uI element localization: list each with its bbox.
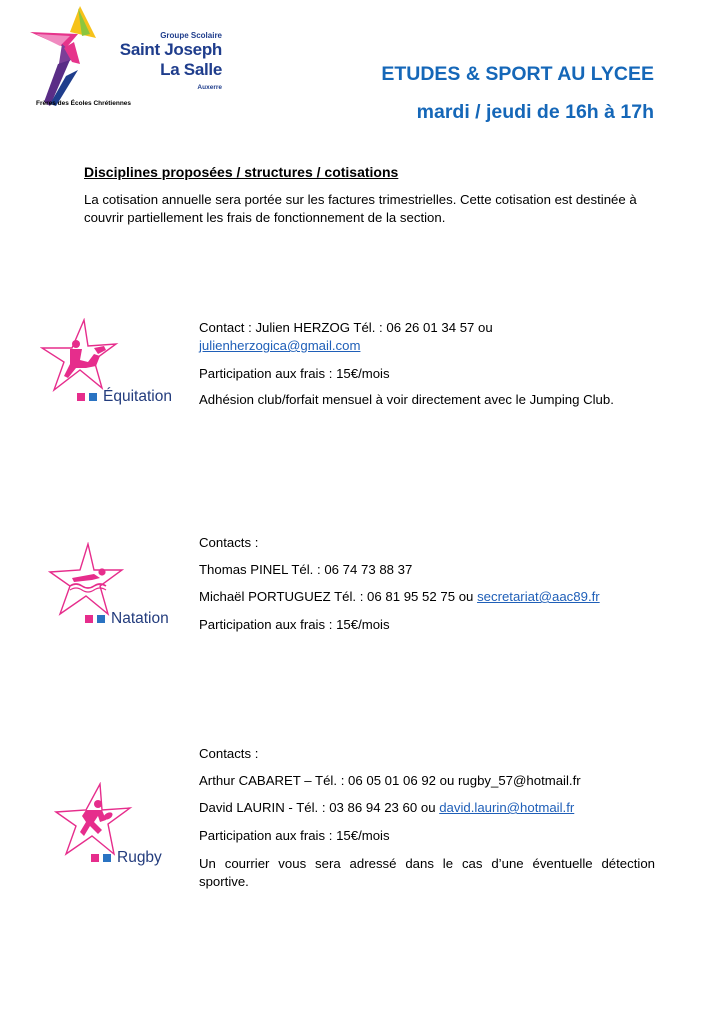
equitation-note: Adhésion club/forfait mensuel à voir directement avec le Jumping Club. (199, 392, 614, 407)
natation-name: Natation (111, 610, 169, 627)
blue-square-icon (103, 854, 111, 862)
logo-city: Auxerre (197, 84, 222, 91)
pink-square-icon (85, 615, 93, 623)
rugby-contact-2-text: David LAURIN - Tél. : 03 86 94 23 60 ou (199, 800, 436, 815)
rugby-contact-1: Arthur CABARET – Tél. : 06 05 01 06 92 ou rugby_57@hotmail.fr (199, 773, 581, 788)
pink-square-icon (77, 393, 85, 401)
equitation-name: Équitation (103, 388, 172, 405)
natation-contact-2-text: Michaël PORTUGUEZ Tél. : 06 81 95 52 75 ou (199, 589, 474, 604)
page-subtitle: mardi / jeudi de 16h à 17h (416, 101, 654, 123)
rugby-logo (54, 782, 204, 882)
natation-participation: Participation aux frais : 15€/mois (199, 617, 390, 632)
rugby-label (91, 849, 162, 867)
natation-logo (48, 542, 198, 642)
swimmer-icon (70, 568, 106, 592)
equitation-participation: Participation aux frais : 15€/mois (199, 366, 390, 381)
rugby-email-link[interactable]: david.laurin@hotmail.fr (439, 800, 575, 815)
equitation-email-link[interactable]: julienherzogica@gmail.com (199, 338, 361, 353)
logo-motto: Frères des Écoles Chrétiennes (36, 100, 132, 107)
star-outline-icon (40, 318, 120, 398)
natation-contact-1: Thomas PINEL Tél. : 06 74 73 88 37 (199, 562, 413, 577)
intro-paragraph: La cotisation annuelle sera portée sur les factures trimestrielles. Cette cotisation est destinée à couvrir partiellement les frais de fonctionnement de la section. (84, 192, 637, 225)
equitation-label (77, 388, 172, 406)
disciplines-heading: Disciplines proposées / structures / cotisations (84, 164, 399, 180)
page-title: ETUDES & SPORT AU LYCEE (381, 63, 654, 85)
rugby-contact-2 (199, 800, 574, 816)
rugby-name: Rugby (117, 849, 162, 866)
natation-contact-2 (199, 589, 600, 605)
equitation-email-row (199, 338, 360, 354)
equitation-logo (40, 318, 190, 418)
blue-square-icon (97, 615, 105, 623)
natation-contacts-heading: Contacts : (199, 535, 259, 550)
blue-square-icon (89, 393, 97, 401)
natation-email-link[interactable]: secretariat@aac89.fr (477, 589, 600, 604)
equitation-contact: Contact : Julien HERZOG Tél. : 06 26 01 34 57 ou (199, 320, 493, 335)
pink-square-icon (91, 854, 99, 862)
natation-label (85, 610, 169, 628)
rugby-contacts-heading: Contacts : (199, 746, 259, 761)
logo-name-line2: La Salle (160, 60, 222, 79)
school-logo (30, 4, 222, 108)
rugby-note: Un courrier vous sera adressé dans le cas d’une éventuelle détection sportive. (199, 856, 655, 889)
rugby-participation: Participation aux frais : 15€/mois (199, 828, 390, 843)
logo-group-label: Groupe Scolaire (160, 31, 222, 40)
logo-name-line1: Saint Joseph (119, 40, 222, 59)
